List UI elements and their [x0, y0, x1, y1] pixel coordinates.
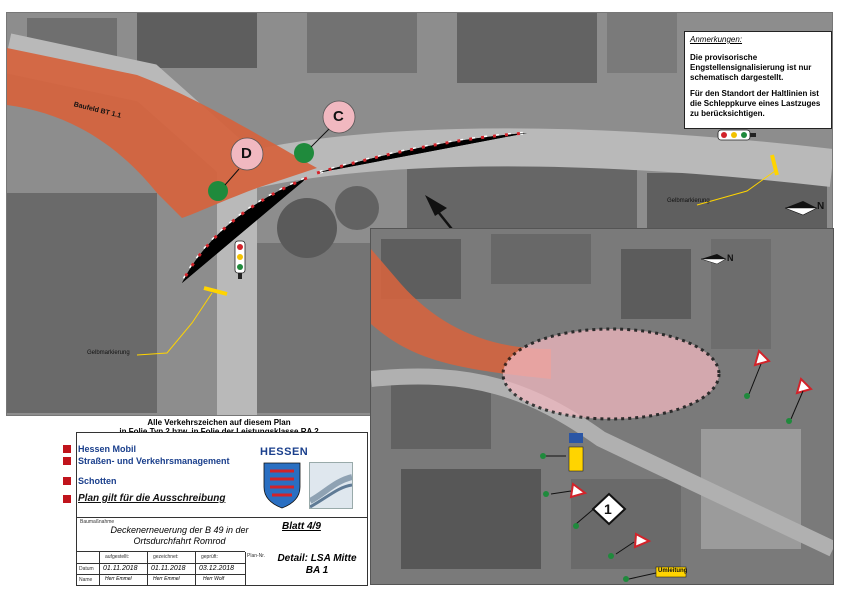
remarks-note-2: Für den Standort der Haltlinien ist die Schleppkurve eines Lastzuges zu berücksichtigen.	[690, 89, 821, 118]
construction-area-label: Baufeld BT 1.1	[72, 101, 122, 120]
plan-nr-label: Plan-Nr.	[247, 553, 266, 559]
detail-line-1: Detail: LSA Mitte	[277, 553, 357, 564]
north-label: N	[817, 201, 825, 212]
signal-position-marker	[294, 143, 314, 163]
col-geprueft: geprüft:	[201, 554, 218, 560]
hessen-crest-icon	[260, 461, 304, 509]
yellow-marking-label: Gelbmarkierung	[87, 350, 130, 356]
tender-note: Plan gilt für die Ausschreibung	[78, 493, 226, 504]
date-aufgestellt: 01.11.2018	[103, 565, 138, 572]
marker-d-label: D	[241, 145, 252, 162]
road-logo-icon	[309, 462, 353, 509]
project-line-2: Ortsdurchfahrt Romrod	[133, 536, 226, 546]
project-line-1: Deckenerneuerung der B 49 in der	[110, 525, 249, 535]
signature-grid	[77, 551, 245, 586]
sign-number-label: 1	[604, 501, 612, 517]
org-row-1	[63, 443, 136, 454]
yellow-marking-label: Gelbmarkierung	[667, 198, 710, 204]
remarks-heading: Anmerkungen:	[690, 35, 743, 44]
name-gezeichnet: Herr Emmel	[153, 576, 180, 582]
signal-position-marker	[208, 181, 228, 201]
name-aufgestellt: Herr Emmel	[105, 576, 132, 582]
org-row-2	[63, 455, 230, 466]
title-block	[76, 432, 368, 586]
inset-north-label: N	[727, 253, 734, 263]
org-name: Hessen Mobil	[78, 443, 137, 454]
col-aufgestellt: aufgestellt:	[105, 554, 130, 560]
measure-label: Baumaßnahme	[80, 519, 115, 525]
detail-line-2: BA 1	[305, 565, 329, 576]
state-label: HESSEN	[260, 446, 309, 458]
remarks-box	[684, 31, 832, 129]
row-name: Name	[79, 577, 93, 583]
office-row	[63, 475, 117, 486]
title-block-header	[77, 433, 367, 518]
office-name: Schotten	[78, 475, 117, 486]
traffic-sign-note-1: Alle Verkehrszeichen auf diesem Plan	[147, 418, 291, 427]
sheet-number: Blatt 4/9	[282, 521, 321, 532]
date-geprueft: 03.12.2018	[199, 565, 235, 572]
row-datum: Datum	[79, 566, 94, 572]
col-gezeichnet: gezeichnet:	[153, 554, 179, 560]
project-title	[87, 525, 272, 547]
remarks-note-1: Die provisorische Engstellensignalisierung ist nur schematisch dargestellt.	[690, 53, 812, 82]
detail-title	[267, 553, 367, 577]
name-geprueft: Herr Wolf	[203, 576, 225, 582]
inset-map-drawing	[371, 229, 833, 584]
date-gezeichnet: 01.11.2018	[151, 565, 186, 572]
tender-row	[63, 493, 225, 504]
inset-aerial-map	[370, 228, 834, 585]
marker-c-label: C	[333, 108, 344, 125]
diversion-label: Umleitung	[658, 568, 688, 574]
org-department: Straßen- und Verkehrsmanagement	[78, 455, 230, 466]
